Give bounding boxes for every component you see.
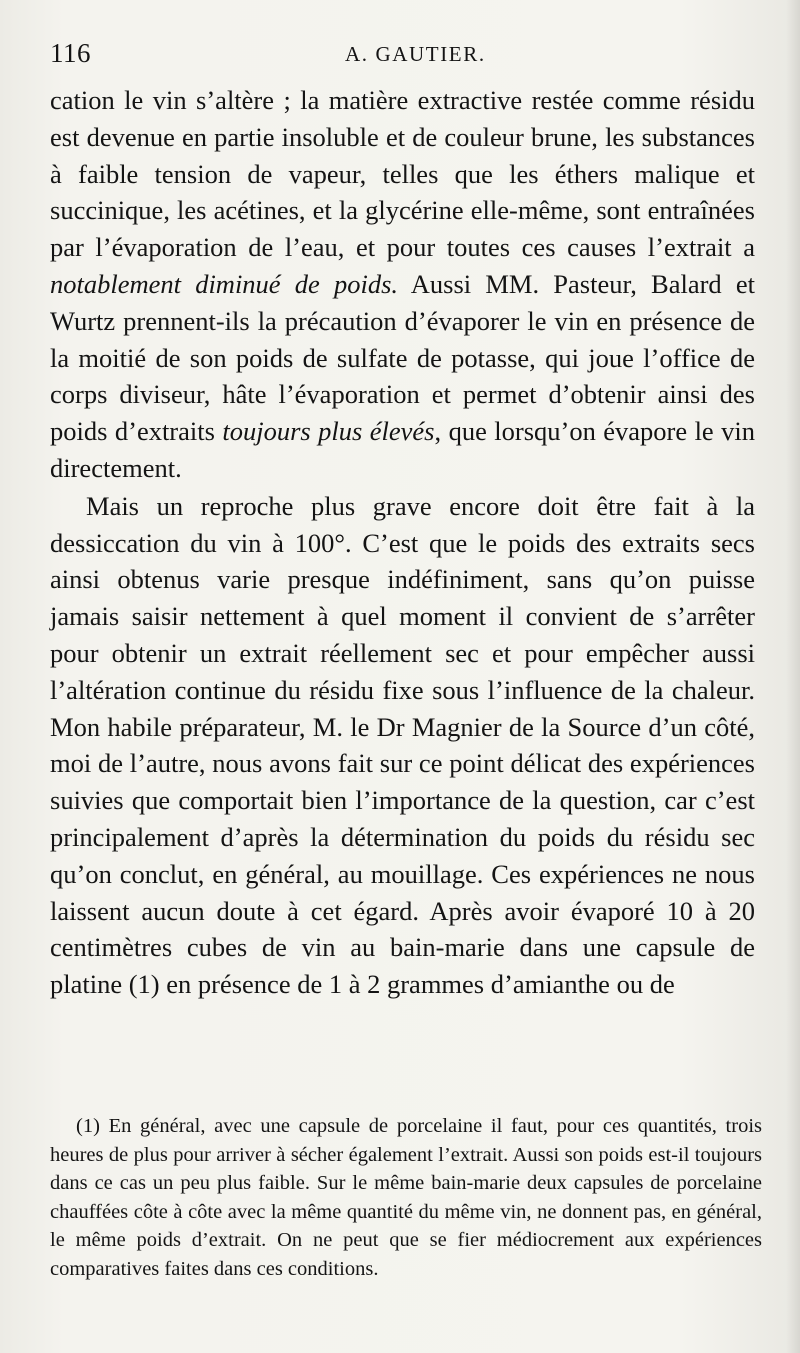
paragraph-1-text-a: cation le vin s’altère ; la matière extractive restée comme résidu est devenue en partie insoluble et de couleur brune, les substances à faible tension de vapeur, telles que les éthers malique et succinique, les acétines, et la glycérine elle-même, sont entraînées par l’évaporation de l’eau, et pour toutes ces causes l’extrait a [50, 85, 755, 263]
paragraph-1 [50, 82, 755, 487]
paragraph-1-text-c: , que lorsqu’on évapore le vin directement. [50, 416, 755, 483]
paragraph-1-italic-a: notablement diminué de poids. [50, 268, 399, 299]
page-number: 116 [50, 38, 91, 68]
page-header [50, 38, 760, 78]
footnote [50, 1112, 762, 1283]
page-edge-shadow [786, 0, 800, 1353]
paragraph-1-italic-b: toujours plus élevés [222, 416, 435, 447]
paragraph-2: Mais un reproche plus grave encore doit être fait à la dessiccation du vin à 100°. C’est que le poids des extraits secs ainsi obtenus varie presque indéfiniment, sans qu’on puisse jamais saisir nettement à quel moment il convient de s’arrêter pour obtenir un extrait réellement sec et pour empêcher aussi l’altération continue du résidu fixe sous l’influence de la chaleur. Mon habile préparateur, M. le Dr Magnier de la Source d’un côté, moi de l’autre, nous avons fait sur ce point délicat des expériences suivies que comportait bien l’importance de la question, car c’est principalement d’après la détermination du poids du résidu sec qu’on conclut, en général, au mouillage. Ces expériences ne nous laissent aucun doute à cet égard. Après avoir évaporé 10 à 20 centimètres cubes de vin au bain-marie dans une capsule de platine (1) en présence de 1 à 2 grammes d’amianthe ou de [50, 490, 755, 1000]
running-head: A. GAUTIER. [345, 42, 486, 66]
footnote-text: (1) En général, avec une capsule de porcelaine il faut, pour ces quantités, trois heures de plus pour arriver à sécher également l’extrait. Aussi son poids est-il toujours dans ce cas un peu plus faible. Sur le même bain-marie deux capsules de porcelaine chauffées côte à côte avec la même quantité du même vin, ne donnent pas, en général, le même poids d’extrait. On ne peut que se fier médiocrement aux expériences comparatives faites dans ces conditions. [50, 1115, 762, 1280]
body-text [50, 82, 755, 1003]
paragraph-1-text-b: Aussi MM. Pasteur, Balard et Wurtz prennent-ils la précaution d’évaporer le vin en présence de la moitié de son poids de sulfate de potasse, qui joue l’office de corps diviseur, hâte l’évaporation et permet d’obtenir ainsi des poids d’extraits [50, 268, 755, 447]
